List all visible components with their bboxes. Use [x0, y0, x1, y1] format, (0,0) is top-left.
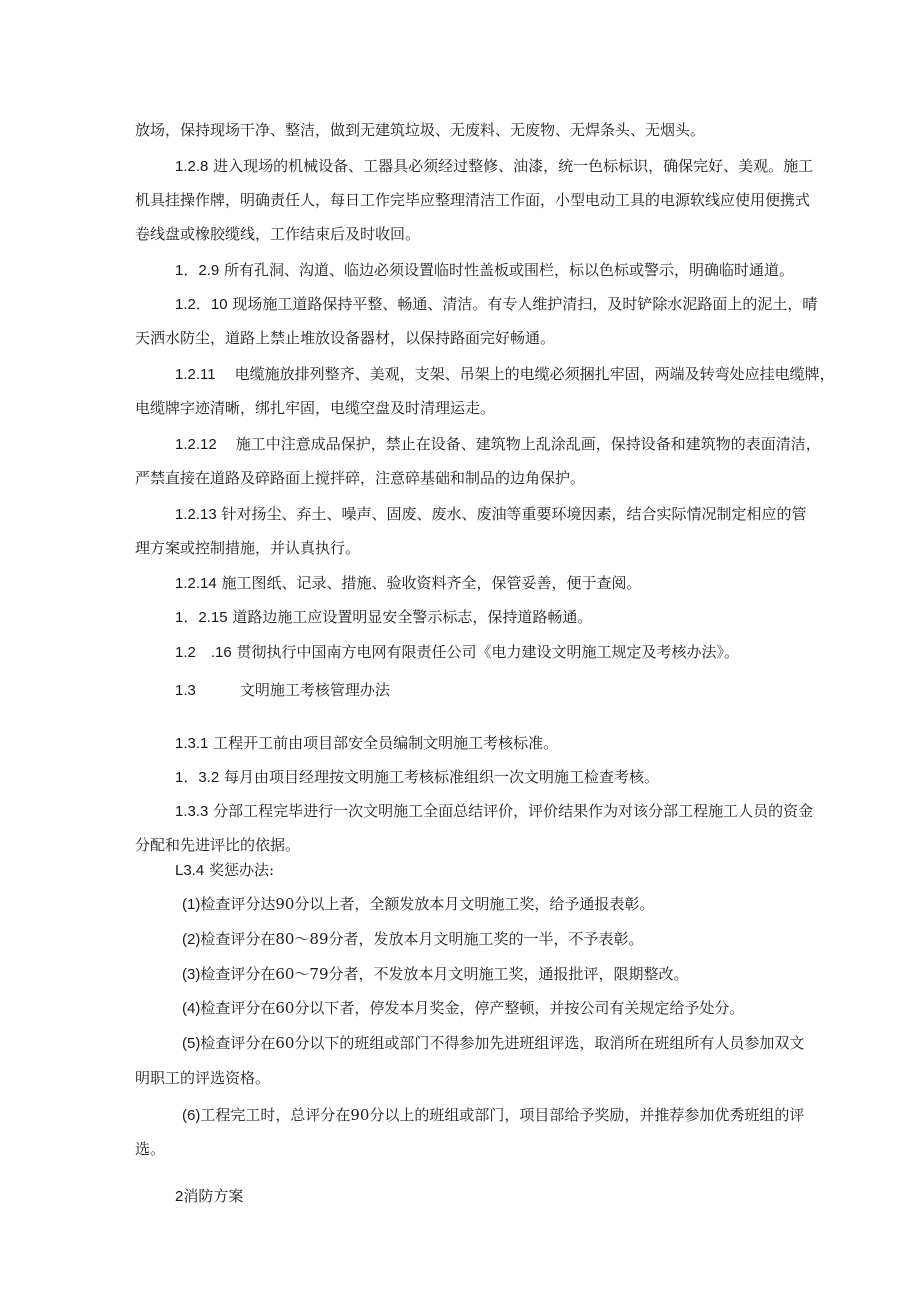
clause-number: 1.3.1: [175, 735, 209, 752]
item-text: 工程完工时，总评分在90分以上的班组或部门，项目部给予奖励，并推荐参加优秀班组的评: [200, 1106, 805, 1124]
item-text: 检查评分达90分以上者，全额发放本月文明施工奖，给予通报表彰。: [200, 895, 655, 913]
paragraph-1-3-3: [175, 801, 813, 822]
clause-number: 1.3.3: [175, 803, 209, 820]
section-heading-2: [175, 1186, 243, 1207]
paragraph-text: 每月由项目经理按文明施工考核标准组织一次文明施工检查考核。: [223, 768, 659, 786]
clause-number: 1．2.15: [175, 609, 228, 626]
paragraph-text: 分部工程完毕进行一次文明施工全面总结评价，评价结果作为对该分部工程施工人员的资金: [213, 802, 814, 820]
item-text: 检查评分在60～79分者，不发放本月文明施工奖，通报批评，限期整改。: [200, 965, 689, 983]
item-text: 检查评分在80～89分者，发放本月文明施工奖的一半，不予表彰。: [200, 930, 644, 948]
list-item-4: [182, 998, 744, 1019]
clause-number: 1.2.11: [175, 366, 216, 383]
paragraph-1-3-1: [175, 733, 558, 754]
item-number: (5): [182, 1035, 201, 1052]
list-item-3: [182, 964, 689, 985]
paragraph-text: 所有孔洞、沟道、临边必须设置临时性盖板或围栏，标以色标或警示，明确临时通道。: [223, 261, 794, 279]
list-item-6: [182, 1105, 804, 1126]
paragraph-1-2-15: [175, 607, 592, 628]
clause-number: L3.4: [175, 862, 205, 879]
paragraph-text: 施工图纸、记录、措施、验收资料齐全，保管妥善，便于查阅。: [221, 574, 642, 592]
paragraph-line: 卷线盘或橡胶缆线，工作结束后及时收回。: [135, 225, 421, 243]
item-text: 检查评分在60分以下者，停发本月奖金，停产整顿，并按公司有关规定给予处分。: [200, 999, 745, 1017]
paragraph-text: 现场施工道路保持平整、畅通、清洁。有专人维护清扫，及时铲除水泥路面上的泥土，晴: [232, 295, 818, 313]
paragraph-text: 进入现场的机械设备、工器具必须经过整修、油漆，统一色标标识，确保完好、美观。施工: [213, 157, 814, 175]
item-number: (2): [182, 931, 201, 948]
list-item-continuation: 选。: [135, 1140, 166, 1158]
item-number: (4): [182, 1000, 201, 1017]
paragraph-line: 分配和先进评比的依据。: [135, 836, 301, 854]
section-title: 文明施工考核管理办法: [239, 681, 390, 699]
clause-number: 1.2．10: [175, 296, 228, 313]
section-number: 2: [175, 1188, 184, 1205]
paragraph-line: 机具挂操作牌，明确责任人，每日工作完毕应整理清洁工作面，小型电动工具的电源软线应使用便携式: [135, 191, 811, 209]
paragraph-1-2-14: [175, 573, 642, 594]
paragraph-text: 奖惩办法:: [208, 861, 275, 879]
paragraph-line: 放场，保持现场干净、整洁，做到无建筑垃圾、无废料、无废物、无焊条头、无烟头。: [135, 121, 706, 139]
list-item-5: [182, 1033, 804, 1054]
paragraph-text: 施工中注意成品保护，禁止在设备、建筑物上乱涂乱画，保持设备和建筑物的表面清洁，: [235, 435, 821, 453]
paragraph-text: 贯彻执行中国南方电网有限责任公司《电力建设文明施工规定及考核办法》。: [236, 643, 740, 661]
clause-number: 1.2.13: [175, 506, 217, 523]
paragraph-1-2-13: [175, 504, 807, 525]
paragraph-1-2-12: [175, 434, 821, 455]
clause-number: 1.2.12: [175, 436, 217, 453]
paragraph-text: 道路边施工应设置明显安全警示标志，保持道路畅通。: [232, 608, 593, 626]
paragraph-line: 严禁直接在道路及碎路面上搅拌碎，注意碎基础和制品的边角保护。: [135, 469, 586, 487]
paragraph-text: 针对扬尘、弃土、噪声、固废、废水、废油等重要环境因素，结合实际情况制定相应的管: [221, 505, 807, 523]
paragraph-1-2-10: [175, 294, 817, 315]
item-number: (6): [182, 1107, 201, 1124]
clause-number: 1．2.9: [175, 262, 220, 279]
paragraph-1-2-11: [175, 364, 835, 385]
paragraph-1-2-9: [175, 260, 794, 281]
section-number: 1.3: [175, 682, 196, 699]
paragraph-line: 电缆牌字迹清晰，绑扎牢固，电缆空盘及时清理运走。: [135, 399, 496, 417]
paragraph-1-3-4: [175, 860, 274, 881]
list-item-1: [182, 894, 654, 915]
paragraph-line: 理方案或控制措施，并认真执行。: [135, 539, 361, 557]
clause-number: 1．3.2: [175, 769, 220, 786]
list-item-2: [182, 929, 644, 950]
clause-number: 1.2.8: [175, 158, 209, 175]
list-item-continuation: 明职工的评选资格。: [135, 1069, 271, 1087]
clause-number: 1.2 .16: [175, 644, 232, 661]
paragraph-text: 电缆施放排列整齐、美观，支架、吊架上的电缆必须捆扎牢固，两端及转弯处应挂电缆牌，: [234, 365, 835, 383]
item-text: 检查评分在60分以下的班组或部门不得参加先进班组评选，取消所在班组所有人员参加双文: [200, 1034, 805, 1052]
section-title: 消防方案: [183, 1187, 244, 1205]
paragraph-1-3-2: [175, 767, 659, 788]
section-heading-1-3: [175, 680, 390, 701]
item-number: (3): [182, 966, 201, 983]
paragraph-1-2-16: [175, 642, 739, 663]
clause-number: 1.2.14: [175, 575, 217, 592]
paragraph-1-2-8: [175, 156, 813, 177]
paragraph-line: 天洒水防尘，道路上禁止堆放设备器材，以保持路面完好畅通。: [135, 329, 556, 347]
paragraph-text: 工程开工前由项目部安全员编制文明施工考核标准。: [213, 734, 559, 752]
item-number: (1): [182, 896, 201, 913]
